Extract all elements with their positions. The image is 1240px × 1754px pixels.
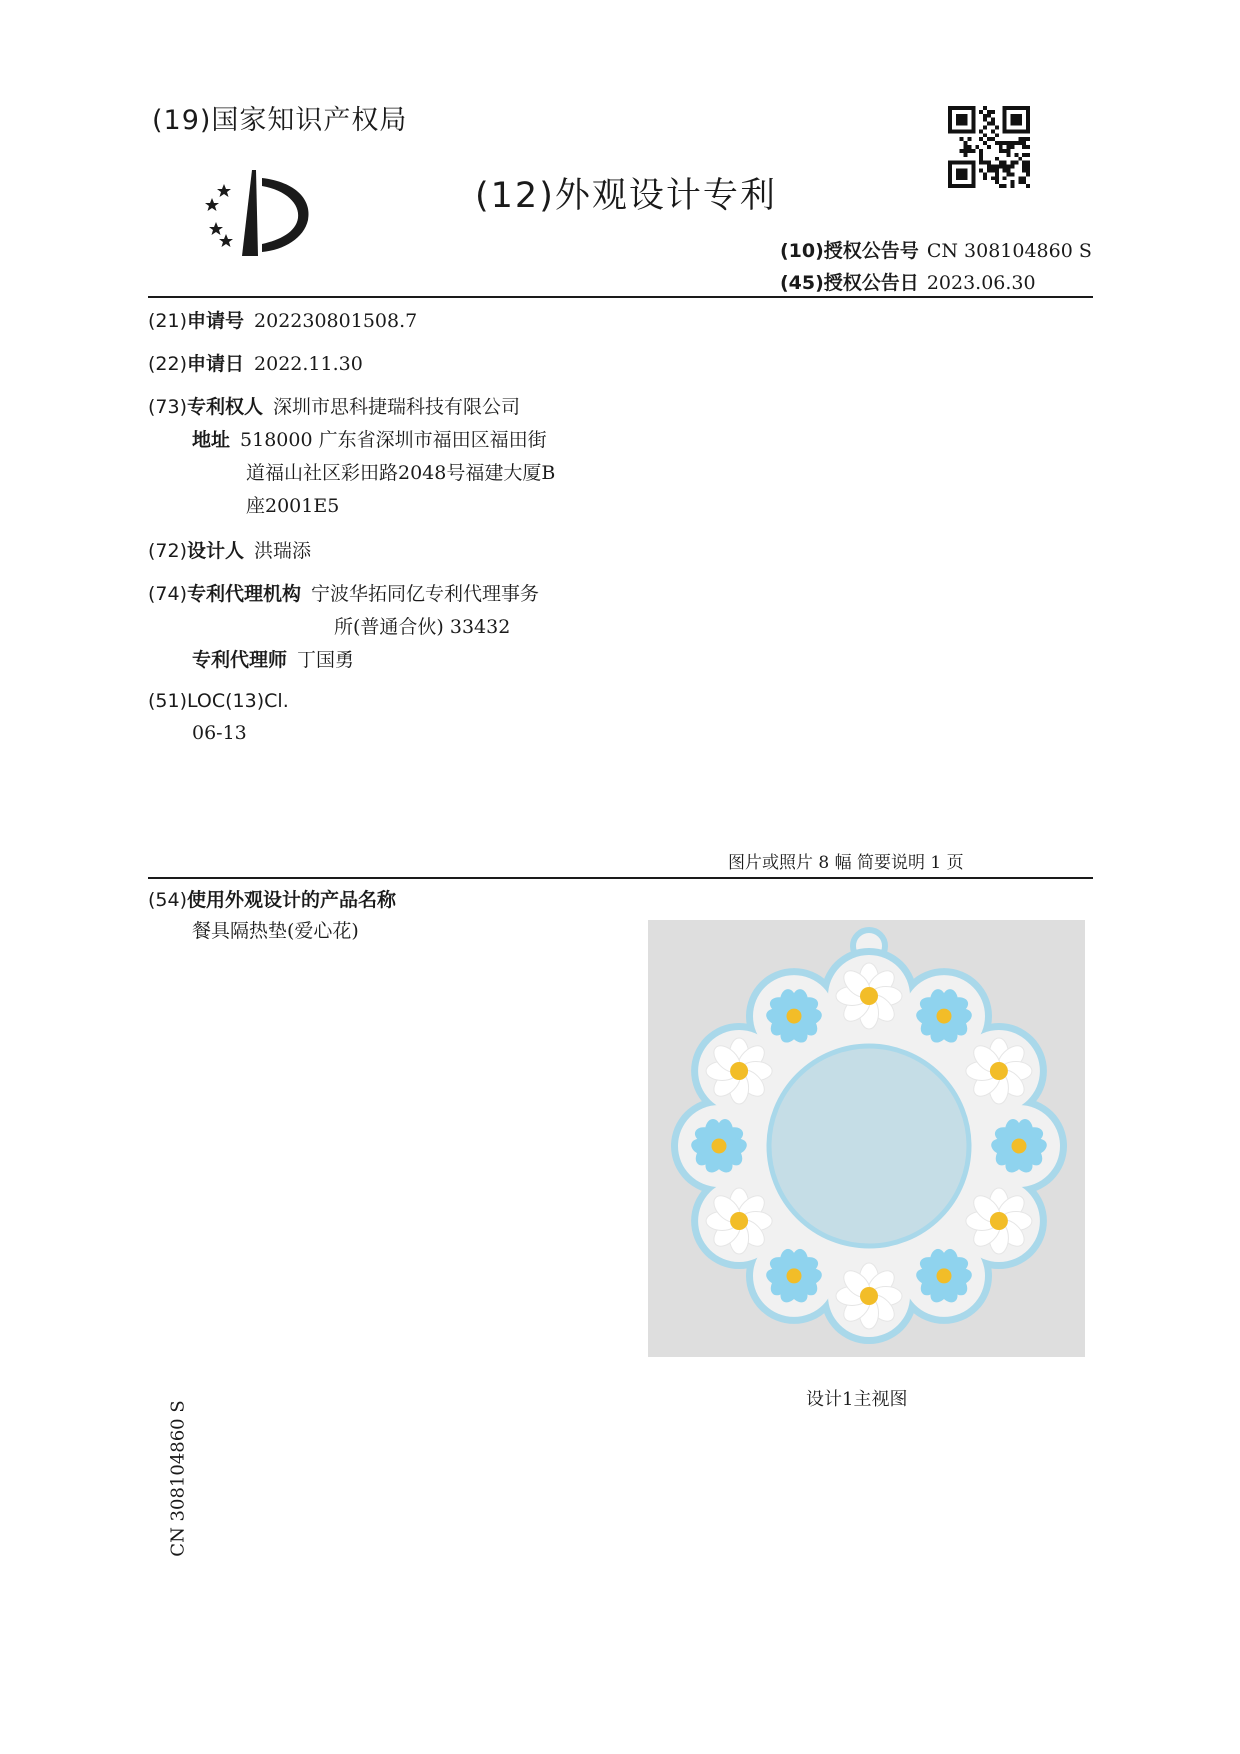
field-label: 设计人: [187, 540, 245, 562]
figure-caption: 设计1主视图: [806, 1389, 908, 1410]
side-publication-number: CN 308104860 S: [167, 1400, 189, 1557]
white-daisy-flower: [966, 1188, 1032, 1254]
white-daisy-flower: [966, 1038, 1032, 1104]
white-daisy-flower: [706, 1038, 772, 1104]
pages-note: 图片或照片 8 幅 简要说明 1 页: [728, 853, 964, 873]
designer-value: 洪瑞添: [254, 540, 312, 562]
product-name-value: 餐具隔热垫(爱心花): [192, 920, 359, 942]
field-label: LOC(13)Cl.: [187, 690, 289, 712]
application-date-field: [148, 349, 363, 376]
publication-date-label: (45)授权公告日: [780, 272, 919, 294]
center-disc: [769, 1046, 969, 1246]
field-code: (73): [148, 396, 188, 418]
product-name-field: [148, 885, 396, 912]
loc-classification-value: 06-13: [192, 722, 247, 744]
design-front-view-figure: [648, 920, 1085, 1357]
address-line: 518000 广东省深圳市福田区福田街: [240, 429, 547, 451]
field-label: 使用外观设计的产品名称: [187, 889, 397, 911]
field-label: 申请号: [187, 310, 245, 332]
application-date-value: 2022.11.30: [254, 353, 363, 375]
agency-line: 宁波华拓同亿专利代理事务: [311, 583, 540, 605]
agency-line: 所(普通合伙) 33432: [334, 616, 511, 638]
application-number-value: 202230801508.7: [254, 310, 418, 332]
publication-number-label: (10)授权公告号: [780, 240, 919, 262]
field-code: (74): [148, 583, 188, 605]
qr-code: [948, 106, 1030, 188]
address-line: 道福山社区彩田路2048号福建大厦B: [246, 462, 556, 484]
header-divider: [148, 296, 1093, 298]
patentee-value: 深圳市思科捷瑞科技有限公司: [273, 396, 521, 418]
issuing-office: (19)国家知识产权局: [152, 105, 408, 136]
address-field: [192, 425, 547, 452]
address-line: 座2001E5: [246, 495, 340, 517]
field-label: 申请日: [187, 353, 245, 375]
publication-number: [780, 236, 1092, 263]
publication-number-value: CN 308104860 S: [926, 240, 1092, 262]
field-label: 专利代理师: [192, 649, 288, 671]
designer-field: [148, 536, 311, 563]
document-type-title: (12)外观设计专利: [475, 176, 777, 216]
application-number-field: [148, 306, 417, 333]
white-daisy-flower: [836, 1263, 902, 1329]
field-label: 专利代理机构: [187, 583, 302, 605]
section-divider: [148, 877, 1093, 879]
agent-field: [192, 645, 354, 672]
agent-value: 丁国勇: [297, 649, 355, 671]
field-code: (21): [148, 310, 188, 332]
field-code: (51): [148, 690, 188, 712]
field-code: (72): [148, 540, 188, 562]
field-code: (22): [148, 353, 188, 375]
publication-date: [780, 268, 1036, 295]
agency-field: [148, 579, 539, 606]
loc-classification-field: [148, 690, 289, 712]
field-label: 地址: [192, 429, 231, 451]
publication-date-value: 2023.06.30: [926, 272, 1036, 294]
field-label: 专利权人: [187, 396, 264, 418]
white-daisy-flower: [836, 963, 902, 1029]
white-daisy-flower: [706, 1188, 772, 1254]
patentee-field: [148, 392, 520, 419]
field-code: (54): [148, 889, 188, 911]
cnipa-emblem-logo: [204, 170, 322, 262]
